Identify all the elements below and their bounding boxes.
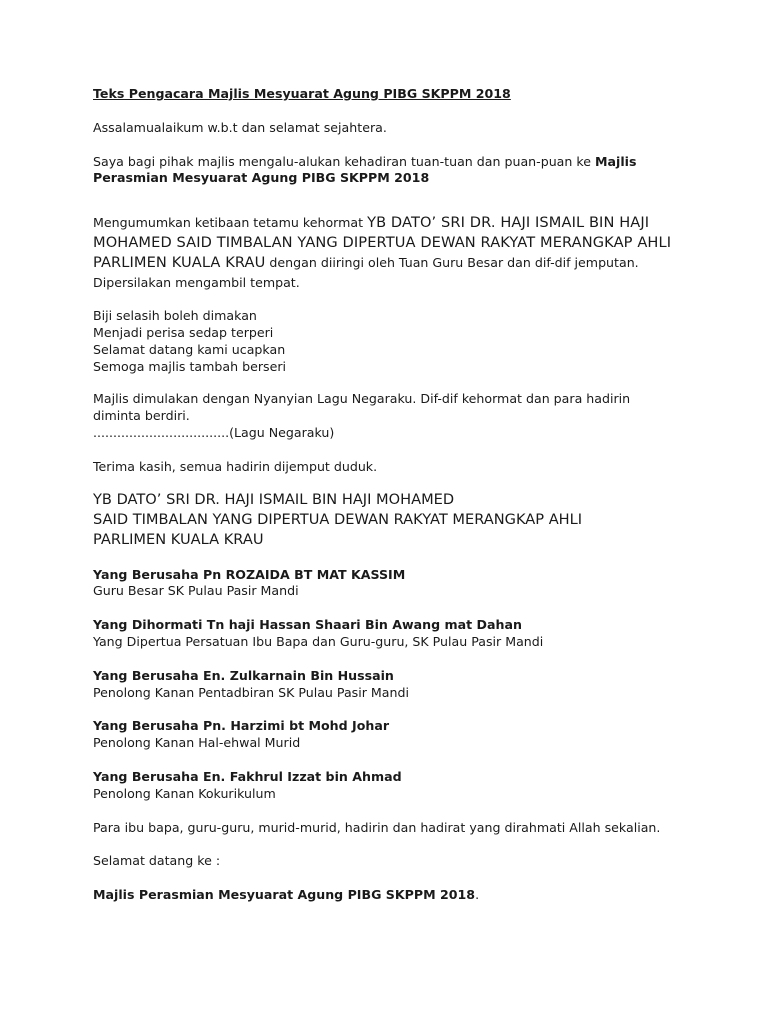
pantun-line: Biji selasih boleh dimakan [93, 308, 257, 324]
pantun-line: Semoga majlis tambah berseri [93, 358, 287, 374]
thanks-text: Terima kasih, semua hadirin dijemput duduk. [93, 458, 378, 474]
dignitary-item [93, 617, 713, 651]
dignitary-role: Guru Besar SK Pulau Pasir Mandi [93, 583, 299, 599]
document-title: Teks Pengacara Majlis Mesyuarat Agung PIBG SKPPM 2018 [93, 86, 511, 101]
announce-guest: YB DATO’ SRI DR. HAJI ISMAIL BIN HAJI MOHAMED SAID TIMBALAN YANG DIPERTUA DEWAN RAKYAT MERANGKAP AHLI PARLIMEN KUALA KRAU [93, 214, 672, 272]
closing-line [93, 887, 713, 904]
document-page [93, 80, 713, 904]
closing-period: . [475, 887, 480, 903]
dignitary-role: Penolong Kanan Pentadbiran SK Pulau Pasir Mandi [93, 684, 409, 700]
dignitary-item [93, 718, 713, 752]
welcome-to: Selamat datang ke : [93, 853, 221, 869]
announce-suffix: dengan diiringi oleh Tuan Guru Besar dan dif-dif jemputan. Dipersilakan mengambil tempat. [93, 255, 639, 291]
welcome-paragraph [93, 154, 713, 188]
welcome-event-name: Majlis Perasmian Mesyuarat Agung PIBG SKPPM 2018 [93, 153, 637, 186]
yb-block [93, 490, 713, 550]
dignitary-item [93, 769, 713, 803]
dignitary-item [93, 668, 713, 702]
audience-greeting: Para ibu bapa, guru-guru, murid-murid, hadirin dan hadirat yang dirahmati Allah sekalian. [93, 819, 661, 835]
announce-paragraph [93, 213, 713, 293]
dignitary-name: Yang Berusaha Pn ROZAIDA BT MAT KASSIM [93, 566, 406, 582]
pantun-line: Menjadi perisa sedap terperi [93, 324, 274, 340]
anthem-cue: ..................................(Lagu Negaraku) [93, 424, 335, 440]
pantun [93, 308, 713, 375]
anthem-section [93, 391, 713, 441]
announce-prefix: Mengumumkan ketibaan tetamu kehormat [93, 215, 368, 231]
closing-event-name: Majlis Perasmian Mesyuarat Agung PIBG SKPPM 2018 [93, 887, 476, 903]
dignitary-role: Penolong Kanan Hal-ehwal Murid [93, 735, 301, 751]
dignitary-name: Yang Dihormati Tn haji Hassan Shaari Bin Awang mat Dahan [93, 617, 522, 633]
yb-line: PARLIMEN KUALA KRAU [93, 530, 264, 548]
yb-line: SAID TIMBALAN YANG DIPERTUA DEWAN RAKYAT MERANGKAP AHLI [93, 510, 583, 528]
anthem-text: Majlis dimulakan dengan Nyanyian Lagu Negaraku. Dif-dif kehormat dan para hadirin diminta berdiri. [93, 391, 631, 424]
greeting: Assalamualaikum w.b.t dan selamat sejahtera. [93, 119, 387, 135]
yb-line: YB DATO’ SRI DR. HAJI ISMAIL BIN HAJI MOHAMED [93, 490, 455, 508]
dignitary-name: Yang Berusaha Pn. Harzimi bt Mohd Johar [93, 718, 390, 734]
pantun-line: Selamat datang kami ucapkan [93, 341, 286, 357]
dignitary-name: Yang Berusaha En. Fakhrul Izzat bin Ahmad [93, 768, 402, 784]
dignitary-role: Yang Dipertua Persatuan Ibu Bapa dan Guru-guru, SK Pulau Pasir Mandi [93, 633, 544, 649]
dignitary-name: Yang Berusaha En. Zulkarnain Bin Hussain [93, 667, 394, 683]
dignitary-role: Penolong Kanan Kokurikulum [93, 785, 276, 801]
welcome-prefix: Saya bagi pihak majlis mengalu-alukan kehadiran tuan-tuan dan puan-puan ke [93, 153, 595, 169]
dignitary-item [93, 567, 713, 601]
